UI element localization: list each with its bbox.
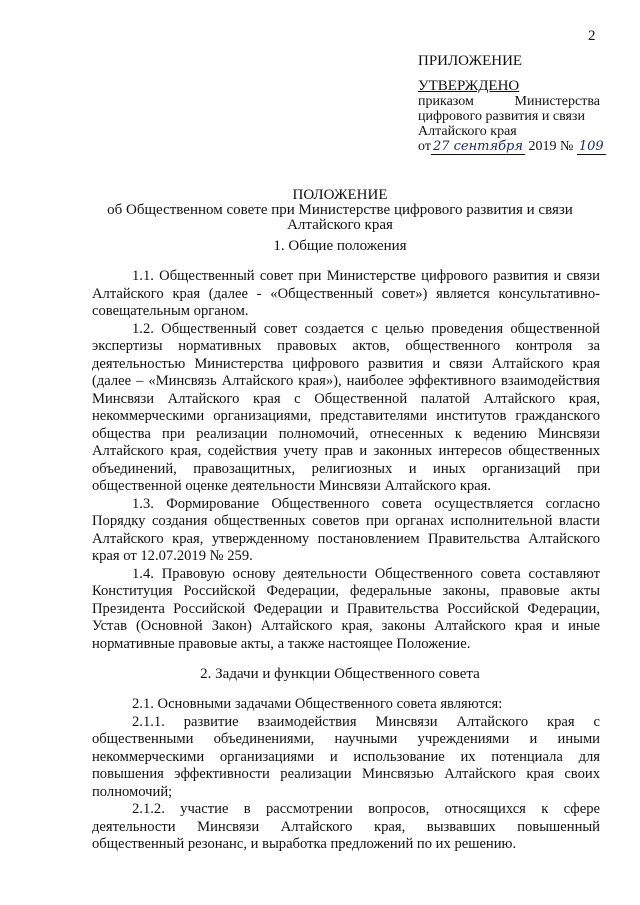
- section-2-body: [92, 696, 600, 854]
- paragraph-1-4: 1.4. Правовую основу деятельности Общественного совета составляют Конституция Российской Федерации, федеральные законы, правовые акты Президента Российской Федерации и Правительства Российской Федерации, Устав (Основной Закон) Алтайского края, законы Алтайского края и иные нормативные правовые акты, а также настоящее Положение.: [92, 565, 600, 652]
- paragraph-2-1: 2.1. Основными задачами Общественного совета являются:: [132, 696, 503, 712]
- document-subtitle-1: об Общественном совете при Министерстве цифрового развития и связи: [107, 202, 573, 218]
- approval-block: [418, 53, 604, 155]
- appendix-label: ПРИЛОЖЕНИЕ: [418, 53, 523, 69]
- date-prefix: от: [418, 139, 431, 154]
- order-date-line: [418, 139, 604, 155]
- paragraph-1-1: 1.1. Общественный совет при Министерстве цифрового развития и связи Алтайского края (далее - «Общественный совет») является консультативно-совещательным органом.: [92, 268, 600, 319]
- order-line-2: цифрового развития и связи: [418, 109, 585, 124]
- approved-label: УТВЕРЖДЕНО: [418, 78, 520, 94]
- order-line-3: Алтайского края: [418, 124, 517, 139]
- section-1-heading: 1. Общие положения: [273, 238, 407, 254]
- handwritten-date: 27 сентября: [432, 139, 523, 154]
- paragraph-2-1-2: 2.1.2. участие в рассмотрении вопросов, относящихся к сфере деятельности Минсвязи Алтайского края, вызвавших повышенный общественный резонанс, и выработка предложений по их решению.: [92, 801, 600, 852]
- ministry-word: Министерства: [514, 94, 600, 109]
- handwritten-number: 109: [578, 139, 604, 154]
- document-subtitle-2: Алтайского края: [287, 217, 393, 233]
- paragraph-2-1-1: 2.1.1. развитие взаимодействия Минсвязи Алтайского края с общественными объединениями, научными учреждениями и иными некоммерческими организациями и использование их потенциала для повышения эффективности реализации Минсвязью Алтайского края своих полномочий;: [92, 713, 600, 800]
- order-word: приказом: [418, 94, 474, 109]
- document-title: ПОЛОЖЕНИЕ: [292, 187, 388, 203]
- section-2-heading: 2. Задачи и функции Общественного совета: [200, 666, 480, 682]
- document-title-block: [80, 188, 600, 233]
- paragraph-1-3: 1.3. Формирование Общественного совета осуществляется согласно Порядку создания общественных советов при органах исполнительной власти Алтайского края, утвержденному постановлением Правительства Алтайского края от 12.07.2019 № 259.: [92, 495, 600, 564]
- section-1-body: [92, 268, 600, 653]
- order-year: 2019 №: [528, 139, 574, 154]
- order-line: [418, 94, 600, 109]
- paragraph-1-2: 1.2. Общественный совет создается с целью проведения общественной экспертизы нормативных правовых актов, общественного контроля за деятельностью Министерства цифрового развития и связи Алтайского края (далее – «Минсвязь Алтайского края»), наиболее эффективного взаимодействия Минсвязи Алтайского края с Общественной палатой Алтайского края, некоммерческими организациями, представителями институтов гражданского общества при реализации полномочий, отнесенных к ведению Минсвязи Алтайского края, содействия учету прав и законных интересов общественных объединений, правозащитных, религиозных и иных организаций при общественной оценке деятельности Минсвязи Алтайского края.: [92, 320, 600, 494]
- page-number: 2: [588, 28, 596, 44]
